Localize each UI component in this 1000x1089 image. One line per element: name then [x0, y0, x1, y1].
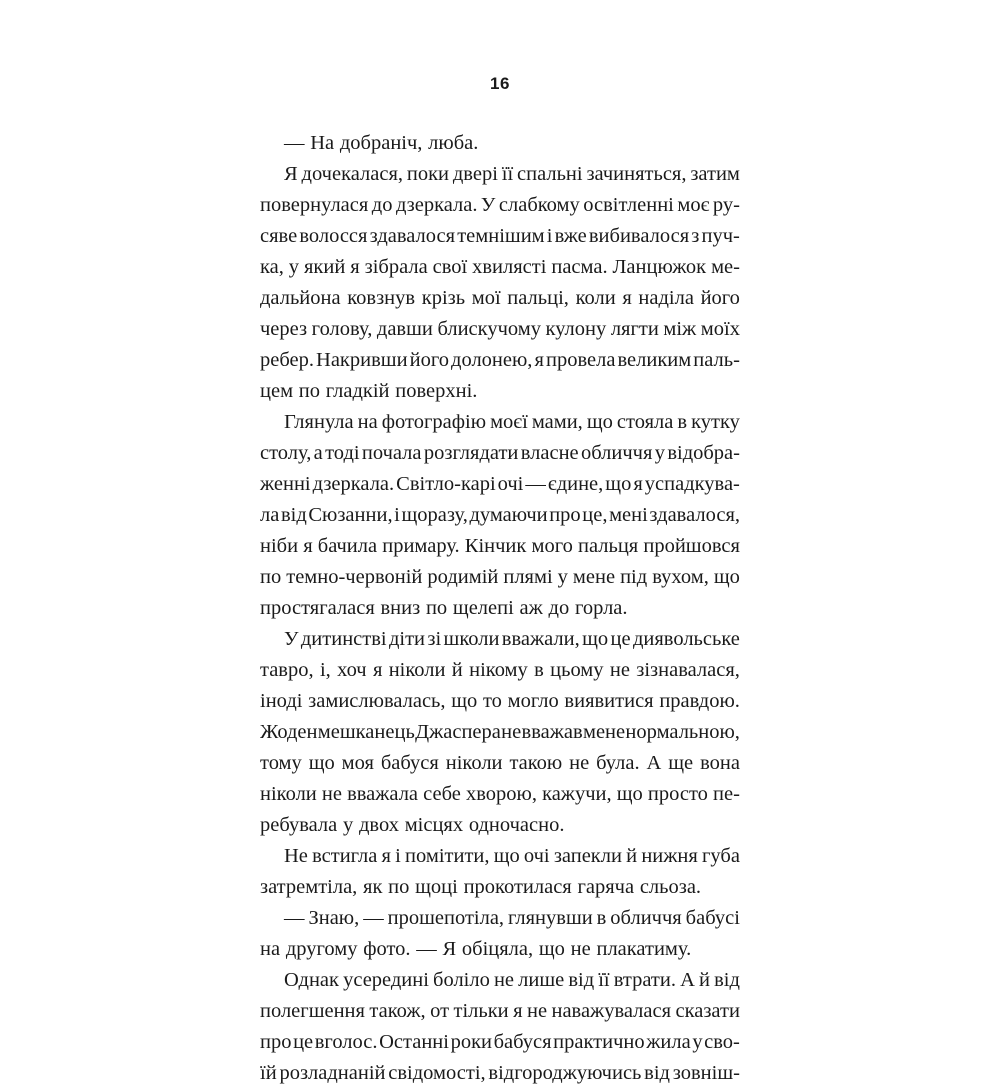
word: вголос. [314, 1031, 378, 1053]
text-line [260, 903, 740, 934]
text-line [260, 562, 740, 593]
text-line [260, 655, 740, 686]
word: повернулася [260, 194, 369, 216]
word: в [677, 411, 688, 433]
word: дальйона [260, 287, 341, 309]
word: ребер. [260, 349, 314, 371]
word: женні [260, 473, 311, 495]
word: на [260, 938, 281, 960]
word: моїх [700, 318, 740, 340]
word: обіцяла, [461, 938, 534, 960]
word: прокотилася [463, 876, 572, 898]
word: ніколи [445, 752, 503, 774]
word: і [395, 845, 401, 867]
word: темнішим [457, 225, 545, 247]
word: що [586, 411, 613, 433]
word: полегшення [260, 1000, 365, 1022]
word: не [609, 659, 630, 681]
word: у [692, 1031, 703, 1053]
word: я [534, 349, 544, 371]
word: почала [361, 442, 422, 464]
word: пасма. [551, 256, 608, 278]
word: горла. [574, 597, 628, 619]
word: до [548, 597, 570, 619]
word: як [363, 876, 383, 898]
text-line [260, 438, 740, 469]
word: їй [260, 1062, 277, 1084]
word: пуч- [701, 225, 740, 247]
text-line [260, 345, 740, 376]
word: свої [432, 256, 468, 278]
word: просто [647, 783, 708, 805]
word: кулону [545, 318, 607, 340]
word: столу, [260, 442, 312, 464]
word: роки [450, 1031, 493, 1053]
text-line [260, 593, 740, 624]
word: примару. [382, 535, 460, 557]
word: хвилясті [472, 256, 547, 278]
word: Кінчик [464, 535, 527, 557]
word: вухом, [652, 566, 709, 588]
word: помітити, [405, 845, 490, 867]
word: долонею, [451, 349, 533, 371]
word: і, [319, 659, 331, 681]
word: губа [702, 845, 740, 867]
word: сказати [675, 1000, 740, 1022]
text-line [260, 500, 740, 531]
word: що [616, 783, 643, 805]
word: мене [572, 566, 616, 588]
word: здавалося [369, 225, 456, 247]
text-line [260, 934, 740, 965]
word: вниз [380, 597, 421, 619]
text-line [260, 252, 740, 283]
word: свідомості, [388, 1062, 486, 1084]
word: і [394, 504, 400, 526]
text-line [260, 376, 740, 407]
word: зізнавалася, [636, 659, 740, 681]
word: пе- [713, 783, 740, 805]
word: це [293, 1031, 314, 1053]
word: фотографію [381, 411, 487, 433]
word: який [303, 256, 346, 278]
word: гладкій [325, 380, 390, 402]
word: люба. [428, 132, 479, 154]
word: діти [388, 628, 426, 650]
word: через [260, 318, 308, 340]
word: бабусі [685, 907, 740, 929]
word: ру- [712, 194, 740, 216]
word: я [622, 287, 632, 309]
word: іноді [260, 690, 303, 712]
word: простягалася [260, 597, 375, 619]
word: я [513, 1000, 523, 1022]
word: між [663, 318, 697, 340]
word: по [425, 597, 448, 619]
word: кутку [691, 411, 740, 433]
word: давши [376, 318, 433, 340]
word: Не [284, 845, 308, 867]
text-line [260, 965, 740, 996]
text-line [260, 779, 740, 810]
word: виявитися [564, 690, 654, 712]
word: цем [260, 380, 294, 402]
word: мене [582, 721, 626, 743]
word: Я [284, 163, 298, 185]
word: пальці, [507, 287, 569, 309]
word: це [610, 628, 631, 650]
word: й [451, 659, 463, 681]
word: щоці [415, 876, 458, 898]
text-line [260, 686, 740, 717]
word: й [626, 845, 638, 867]
word: що [713, 566, 740, 588]
word: моя [341, 752, 374, 774]
word: її [501, 163, 514, 185]
text-line [260, 283, 740, 314]
word: то [482, 690, 502, 712]
word: школи [443, 628, 500, 650]
word: очі [523, 845, 550, 867]
word: паль- [693, 349, 740, 371]
word: розладнаній [279, 1062, 386, 1084]
word: у [557, 566, 568, 588]
word: сльоза. [639, 876, 702, 898]
word: У [284, 628, 299, 650]
word: сяве [260, 225, 298, 247]
word: плакатиму. [596, 938, 692, 960]
text-line [260, 221, 740, 252]
word: зі [427, 628, 442, 650]
word: я [372, 659, 383, 681]
word: затим [690, 163, 740, 185]
word: Джаспера [415, 721, 501, 743]
word: розглядати [423, 442, 519, 464]
word: що [493, 845, 520, 867]
word: що [451, 690, 478, 712]
word: була. [596, 752, 640, 774]
word: — [416, 938, 437, 960]
word: щоразу, [401, 504, 468, 526]
word: під [620, 566, 648, 588]
word: На [310, 132, 335, 154]
page-number: 16 [490, 74, 510, 93]
word: нижня [641, 845, 698, 867]
word: тоді [325, 442, 360, 464]
word: дитинстві [300, 628, 387, 650]
word: місцях [404, 814, 464, 836]
word: зачиняться, [586, 163, 687, 185]
word: нікому [469, 659, 528, 681]
word: одночасно. [468, 814, 565, 836]
word: Останні [379, 1031, 449, 1053]
word: в [596, 907, 607, 929]
word: А [646, 752, 662, 774]
word: не [570, 938, 591, 960]
word: ребувала [260, 814, 338, 836]
word: а [313, 442, 323, 464]
text-line [260, 841, 740, 872]
word: що [605, 473, 632, 495]
word: — [363, 907, 384, 929]
word: ніби [260, 535, 299, 557]
word: другому [285, 938, 358, 960]
word: ніколи [260, 783, 317, 805]
word: я [633, 473, 643, 495]
word: ніколи [388, 659, 446, 681]
word: кажучи, [542, 783, 612, 805]
word: тавро, [260, 659, 314, 681]
text-line [260, 407, 740, 438]
word: ла [260, 504, 280, 526]
word: зібрала [364, 256, 428, 278]
word: мешканець [317, 721, 415, 743]
word: могло [507, 690, 559, 712]
word: мами, [531, 411, 583, 433]
word: себе [423, 783, 461, 805]
word: моє [677, 194, 710, 216]
word: крізь [421, 287, 466, 309]
word: в [534, 659, 544, 681]
word: лягти [610, 318, 659, 340]
word: Ланцюжок [612, 256, 707, 278]
text-line [260, 872, 740, 903]
word: плямі [503, 566, 553, 588]
word: його [700, 287, 740, 309]
word: встигла [312, 845, 378, 867]
word: — [284, 132, 305, 154]
word: наділа [638, 287, 694, 309]
word: обличчя [580, 442, 653, 464]
body-text [260, 128, 740, 1089]
word: цьому [550, 659, 604, 681]
word: обличчя [610, 907, 682, 929]
text-line [260, 810, 740, 841]
word: не [526, 1000, 548, 1022]
word: власне [520, 442, 579, 464]
word: вона [700, 752, 740, 774]
word: — [284, 907, 305, 929]
word: ще [668, 752, 694, 774]
word: його [409, 349, 449, 371]
word: по [298, 380, 321, 402]
word: великим [617, 349, 692, 371]
word: що [308, 752, 335, 774]
word: поверхні. [395, 380, 478, 402]
word: від [280, 504, 307, 526]
word: пройшовся [643, 535, 740, 557]
word: думаючи [469, 504, 548, 526]
word: освітленні [583, 194, 674, 216]
word: родимій [427, 566, 499, 588]
word: по [388, 876, 410, 898]
word: Світло-карі [396, 473, 496, 495]
word: дзеркала. [395, 194, 478, 216]
word: прошепотіла, [387, 907, 505, 929]
word: до [371, 194, 393, 216]
word: дочекалася, [301, 163, 404, 185]
word: слабкому [498, 194, 580, 216]
word: спальні [517, 163, 583, 185]
word: Однак [284, 969, 339, 991]
word: голову, [311, 318, 373, 340]
word: хворою, [465, 783, 537, 805]
word: вважав [521, 721, 583, 743]
word: гаряча [577, 876, 635, 898]
word: щелепі [452, 597, 514, 619]
word: відобра- [667, 442, 740, 464]
word: мені [609, 504, 648, 526]
word: зовніш- [672, 1062, 740, 1084]
word: не [501, 721, 522, 743]
text-line [260, 1058, 740, 1089]
word: У [480, 194, 496, 216]
word: від [714, 969, 740, 991]
word: поки [406, 163, 450, 185]
word: двері [452, 163, 498, 185]
word: двох [358, 814, 399, 836]
word: вважали, [501, 628, 580, 650]
word: я [381, 845, 391, 867]
word: мого [531, 535, 573, 557]
word: замислювалась, [308, 690, 446, 712]
text-line [260, 190, 740, 221]
word: що [582, 628, 609, 650]
word: успадкува- [644, 473, 740, 495]
word: практично [553, 1031, 645, 1053]
word: відгороджуючись [488, 1062, 642, 1084]
word: Глянула [284, 411, 354, 433]
word: стояла [616, 411, 674, 433]
word: — [525, 473, 546, 495]
word: мої [471, 287, 501, 309]
text-line [260, 1027, 740, 1058]
word: нормальною, [625, 721, 740, 743]
word: я [350, 256, 360, 278]
word: очі [497, 473, 524, 495]
word: блискучому [437, 318, 541, 340]
word: у [654, 442, 665, 464]
word: запекли [553, 845, 622, 867]
word: бачила [317, 535, 378, 557]
word: й [698, 969, 710, 991]
word: коли [575, 287, 616, 309]
word: тільки [453, 1000, 509, 1022]
word: аж [519, 597, 543, 619]
word: усередині [343, 969, 429, 991]
text-line [260, 128, 740, 159]
word: я [303, 535, 313, 557]
word: А [680, 969, 695, 991]
word: ме- [711, 256, 740, 278]
text-line [260, 996, 740, 1027]
word: фото. [363, 938, 411, 960]
word: лише [518, 969, 565, 991]
word: про [549, 504, 581, 526]
text-line [260, 314, 740, 345]
word: Сюзанни, [308, 504, 393, 526]
text-line [260, 717, 740, 748]
word: не [493, 969, 515, 991]
text-line [260, 469, 740, 500]
word: глянувши [508, 907, 593, 929]
word: дзеркала. [312, 473, 395, 495]
text-line [260, 531, 740, 562]
word: Жоден [260, 721, 318, 743]
word: провела [545, 349, 616, 371]
word: і [546, 225, 553, 247]
word: правдою. [659, 690, 740, 712]
word: хоч [337, 659, 367, 681]
word: от [430, 1000, 450, 1022]
word: не [569, 752, 590, 774]
word: по [260, 566, 282, 588]
word: жила [646, 1031, 691, 1053]
text-line [260, 624, 740, 655]
word: здавалося, [649, 504, 740, 526]
word: Знаю, [308, 907, 360, 929]
word: пальця [578, 535, 639, 557]
word: від [644, 1062, 670, 1084]
text-line [260, 159, 740, 190]
word: бабуся [380, 752, 439, 774]
text-line [260, 748, 740, 779]
word: добраніч, [339, 132, 423, 154]
word: темно-червоній [286, 566, 423, 588]
word: у [288, 256, 300, 278]
word: Накривши [316, 349, 408, 371]
word: боліло [433, 969, 490, 991]
word: наважувалася [551, 1000, 672, 1022]
word: такою [509, 752, 563, 774]
word: не [321, 783, 342, 805]
word: бабуся [493, 1031, 552, 1053]
word: її [598, 969, 610, 991]
word: це, [582, 504, 608, 526]
word: вибивалося [588, 225, 690, 247]
word: затремтіла, [260, 876, 358, 898]
word: ка, [260, 256, 284, 278]
word: що [538, 938, 565, 960]
word: Я [442, 938, 457, 960]
word: від [568, 969, 595, 991]
word: диявольське [632, 628, 740, 650]
word: про [260, 1031, 292, 1053]
word: волосся [299, 225, 368, 247]
word: єдине, [547, 473, 604, 495]
word: ковзнув [347, 287, 416, 309]
word: сво- [704, 1031, 740, 1053]
word: вже [554, 225, 587, 247]
word: з [691, 225, 700, 247]
word: вважала [347, 783, 419, 805]
word: на [357, 411, 378, 433]
word: тому [260, 752, 302, 774]
word: у [343, 814, 354, 836]
word: моєї [490, 411, 528, 433]
word: втрати. [613, 969, 676, 991]
word: також, [369, 1000, 426, 1022]
